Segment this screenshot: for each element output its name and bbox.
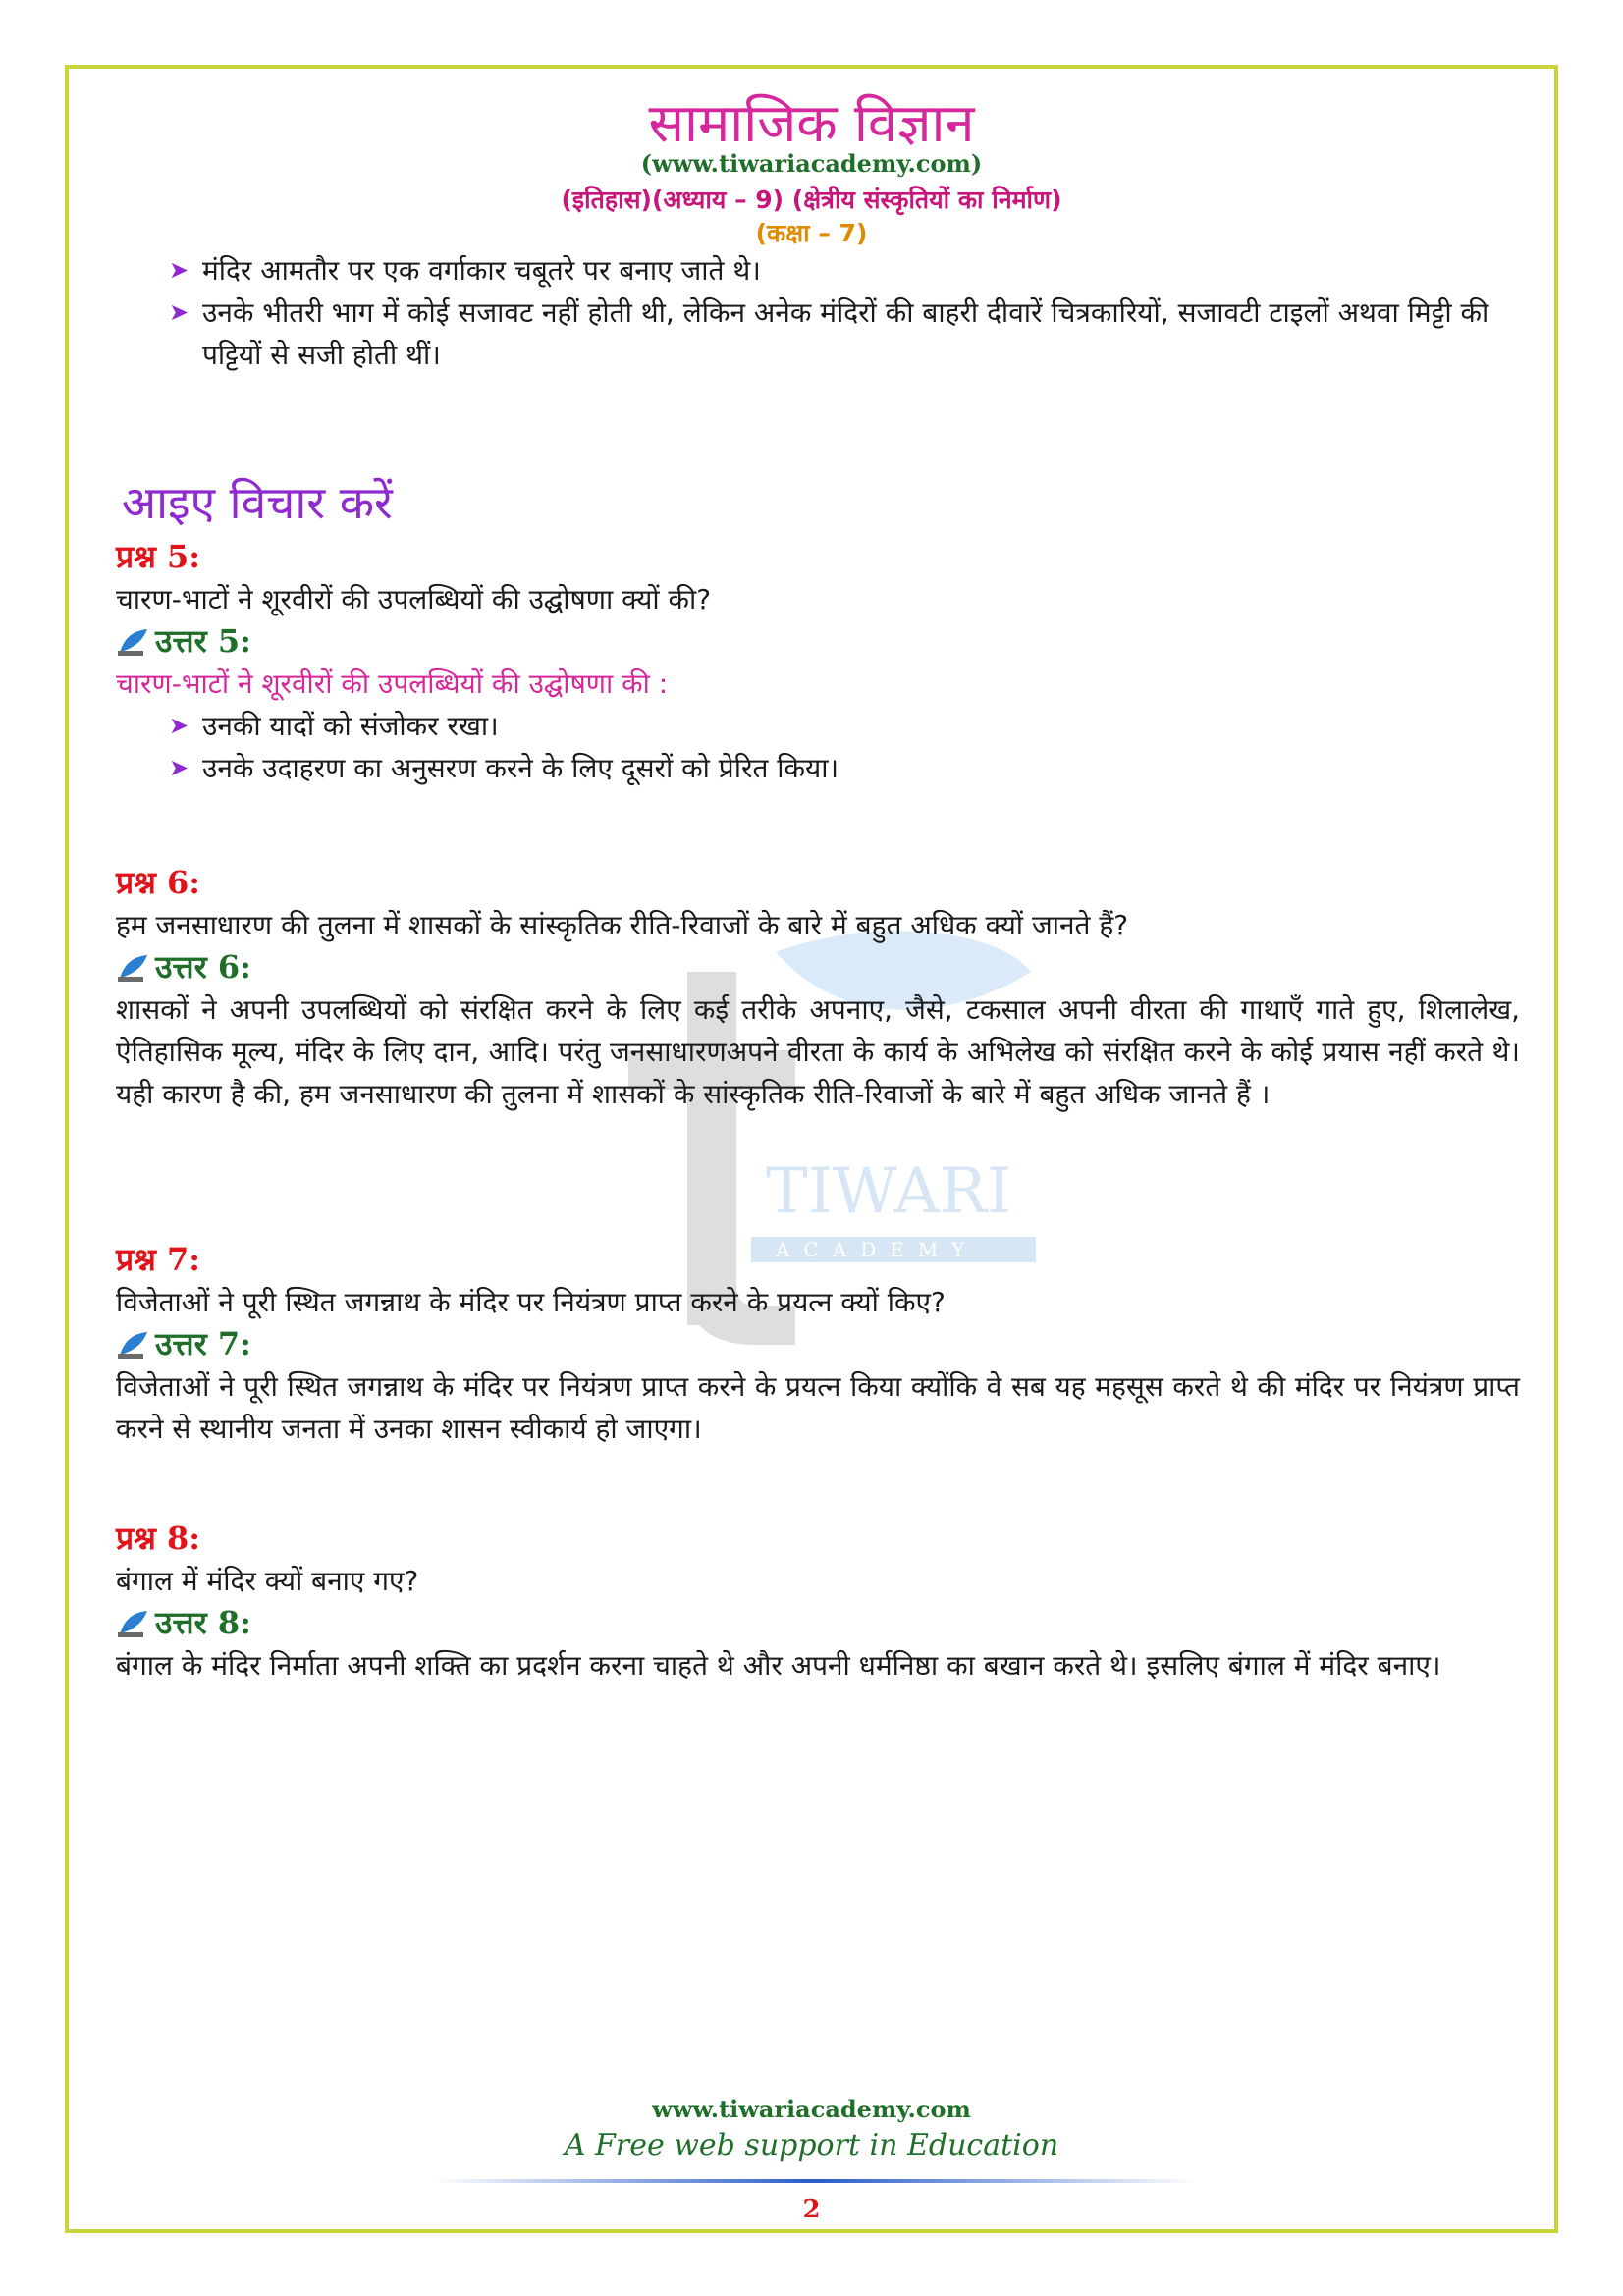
question-6-block	[116, 862, 1520, 1115]
answer-label: उत्तर 6:	[155, 948, 251, 986]
page-border	[65, 65, 1558, 2233]
pen-nib-icon	[116, 1330, 149, 1360]
answer-label: उत्तर 7:	[155, 1325, 251, 1362]
answer-label: उत्तर 5:	[155, 622, 251, 660]
page-title: सामाजिक विज्ञान	[648, 92, 975, 154]
header-site: (www.tiwariacademy.com)	[640, 149, 983, 178]
footer-site-link[interactable]: www.tiwariacademy.com	[652, 2095, 971, 2123]
question-8-block	[116, 1518, 1520, 1686]
answer-text: विजेताओं ने पूरी स्थित जगन्नाथ के मंदिर पर नियंत्रण प्राप्त करने के प्रयत्न किया क्योंकि वे सब यह महसूस करते थे की मंदिर पर नियंत्रण प्राप्त करने से स्थानीय जनता में उनका शासन स्वीकार्य हो जाएगा।	[116, 1370, 1520, 1445]
answer-text: बंगाल के मंदिर निर्माता अपनी शक्ति का प्रदर्शन करना चाहते थे और अपनी धर्मनिष्ठा का बखान करते थे। इसलिए बंगाल में मंदिर बनाए।	[116, 1649, 1441, 1682]
question-text: विजेताओं ने पूरी स्थित जगन्नाथ के मंदिर पर नियंत्रण प्राप्त करने के प्रयत्न क्यों किए?	[116, 1286, 946, 1318]
footer-divider	[432, 2179, 1198, 2183]
answer-heading	[116, 620, 1520, 663]
watermark-line1: TIWARI	[766, 1155, 1012, 1228]
answer-heading	[116, 1602, 1520, 1644]
list-item: ➤ उनके भीतरी भाग में कोई सजावट नहीं होती थी, लेकिन अनेक मंदिरों की बाहरी दीवारें चित्रकारियों, सजावटी टाइलों अथवा मिट्टी की पट्टियों से सजी होती थीं।	[116, 292, 1520, 376]
page-number: 2	[802, 2195, 821, 2224]
question-text: हम जनसाधारण की तुलना में शासकों के सांस्कृतिक रीति-रिवाजों के बारे में बहुत अधिक क्यों जानते हैं?	[116, 909, 1129, 941]
question-text: चारण-भाटों ने शूरवीरों की उपलब्धियों की उद्घोषणा क्यों की?	[116, 583, 712, 615]
pen-nib-icon	[116, 1609, 149, 1638]
answer-label: उत्तर 8:	[155, 1604, 251, 1641]
answer-text: शासकों ने अपनी उपलब्धियों को संरक्षित करने के लिए कई तरीके अपनाए, जैसे, टकसाल अपनी वीरता की गाथाएँ गाते हुए, शिलालेख, ऐतिहासिक मूल्य, मंदिर के लिए दान, आदि। परंतु जनसाधारणअपने वीरता के कार्य के अभिलेख को संरक्षित करने के कोई प्रयास नहीं करते थे। यही कारण है की, हम जनसाधारण की तुलना में शासकों के सांस्कृतिक रीति-रिवाजों के बारे में बहुत अधिक जानते हैं ।	[116, 993, 1520, 1110]
question-label: प्रश्न 6:	[116, 864, 201, 901]
intro-bullet-list	[116, 249, 1520, 376]
header-class: (कक्षा – 7)	[755, 219, 868, 247]
list-item: ➤ मंदिर आमतौर पर एक वर्गाकार चबूतरे पर बनाए जाते थे।	[116, 249, 1520, 292]
list-item: ➤ उनके उदाहरण का अनुसरण करने के लिए दूसरों को प्रेरित किया।	[116, 747, 1520, 789]
watermark-line2: ACADEMY	[776, 1238, 979, 1261]
answer-bullet-list	[116, 705, 1520, 789]
question-text: बंगाल में मंदिर क्यों बनाए गए?	[116, 1565, 419, 1597]
answer-intro: चारण-भाटों ने शूरवीरों की उपलब्धियों की उद्घोषणा की :	[116, 667, 669, 700]
question-7-block	[116, 1239, 1520, 1450]
header-subtitle: (इतिहास)(अध्याय – 9) (क्षेत्रीय संस्कृतियों का निर्माण)	[561, 186, 1062, 214]
footer-tagline: A Free web support in Education	[564, 2128, 1059, 2163]
intro-section	[116, 249, 1520, 376]
answer-heading	[116, 946, 1520, 988]
pen-nib-icon	[116, 627, 149, 657]
question-5-block	[116, 536, 1520, 789]
answer-heading	[116, 1323, 1520, 1365]
section-heading: आइए विचार करें	[122, 476, 393, 529]
pen-nib-icon	[116, 953, 149, 983]
question-label: प्रश्न 5:	[116, 538, 201, 575]
question-label: प्रश्न 7:	[116, 1241, 201, 1278]
list-item: ➤ उनकी यादों को संजोकर रखा।	[116, 705, 1520, 747]
question-label: प्रश्न 8:	[116, 1520, 201, 1557]
